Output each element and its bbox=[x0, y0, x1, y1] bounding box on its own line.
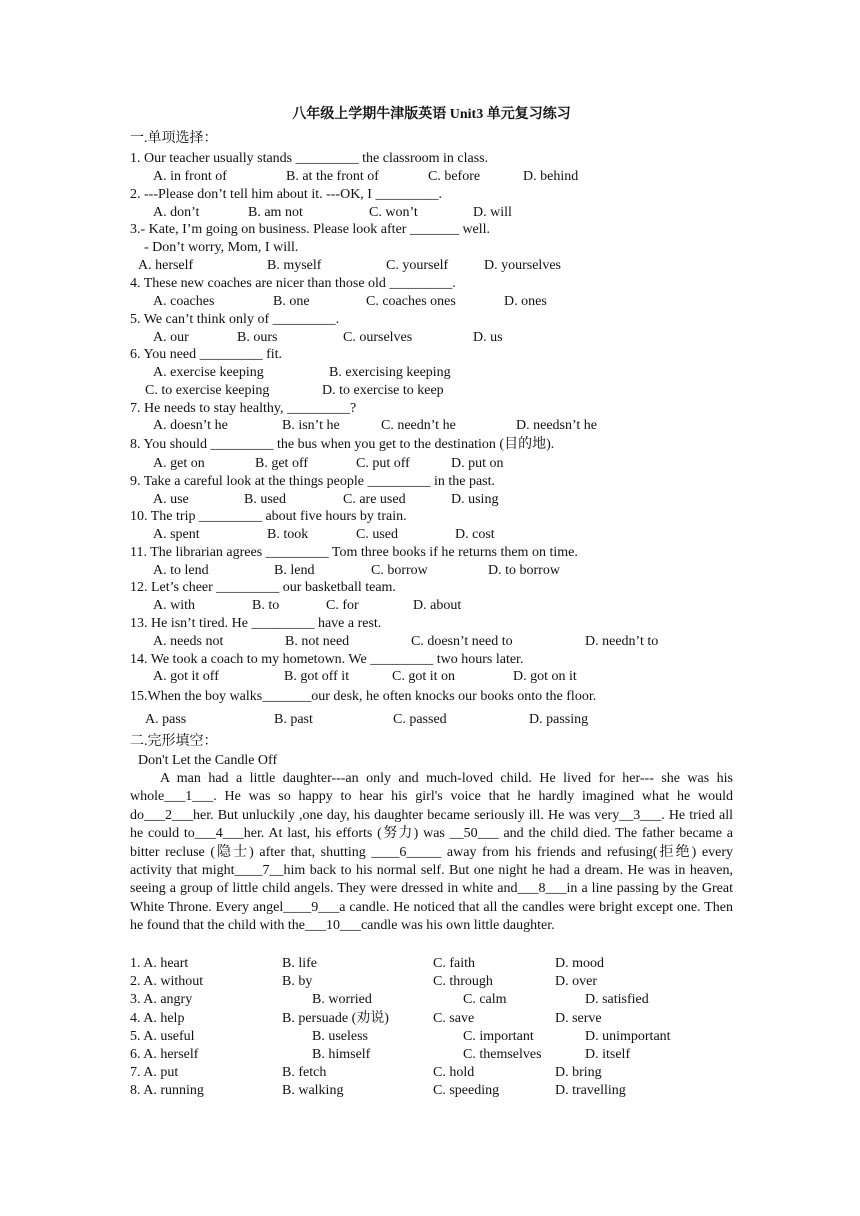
cloze-option-a: 8. A. running bbox=[130, 1083, 204, 1098]
option-a: A. with bbox=[153, 598, 195, 613]
section-heading-cloze: 二.完形填空： bbox=[130, 734, 218, 749]
option-c: C. are used bbox=[343, 492, 406, 507]
cloze-option-a: 3. A. angry bbox=[130, 992, 193, 1007]
option-b: B. to bbox=[252, 598, 280, 613]
cloze-option-a: 1. A. heart bbox=[130, 956, 189, 971]
option-b: B. at the front of bbox=[286, 169, 379, 184]
option-a: A. in front of bbox=[153, 169, 227, 184]
cloze-passage: A man had a little daughter---an only and much-loved child. He lived for her--- she was his whole___1___. He was so happy to hear his girl's voice that he hardly imagined what he would do___2___her. But unluckily ,one day, his daughter became seriously ill. He was very__3___. He tried all he could to___4___her. At last, his efforts (努力) was __50___ and the child died. The father became a bitter recluse (隐士) after that, shutting ____6_____ away from his friends and refusing(拒绝) every activity that might____7__him back to his normal self. But one night he had a dream. He was in heaven, seeing a group of little child angels. They were dressed in white and___8___in a line passing by the Great White Throne. Every angel____9___a candle. He noticed that all the candles were bright except one. Then he found that the child with the___10___candle was his own little daughter. bbox=[130, 771, 733, 934]
option-a: A. pass bbox=[145, 712, 187, 727]
option-c: C. borrow bbox=[371, 563, 428, 578]
cloze-option-d: D. unimportant bbox=[585, 1029, 671, 1044]
cloze-option-b: B. worried bbox=[312, 992, 372, 1007]
cloze-option-b: B. useless bbox=[312, 1029, 368, 1044]
cloze-option-a: 6. A. herself bbox=[130, 1047, 199, 1062]
option-c: C. coaches ones bbox=[366, 294, 456, 309]
section-heading-multiple-choice: 一.单项选择： bbox=[130, 131, 218, 146]
option-d: D. about bbox=[413, 598, 462, 613]
option-a: A. doesn’t he bbox=[153, 418, 228, 433]
question-3: 3.- Kate, I’m going on business. Please look after _______ well. bbox=[130, 222, 491, 237]
option-b: B. one bbox=[273, 294, 310, 309]
cloze-option-b: B. himself bbox=[312, 1047, 371, 1062]
option-c: C. won’t bbox=[369, 205, 418, 220]
option-d: D. needn’t to bbox=[585, 634, 659, 649]
option-b: B. get off bbox=[255, 456, 309, 471]
option-c: C. ourselves bbox=[343, 330, 413, 345]
option-c: C. needn’t he bbox=[381, 418, 456, 433]
option-d: D. will bbox=[473, 205, 512, 220]
option-d: D. to exercise to keep bbox=[322, 383, 444, 398]
option-a: A. coaches bbox=[153, 294, 215, 309]
option-b: B. took bbox=[267, 527, 309, 542]
question-8: 8. You should _________ the bus when you get to the destination (目的地). bbox=[130, 437, 555, 452]
option-d: D. got on it bbox=[513, 669, 577, 684]
option-a: A. got it off bbox=[153, 669, 219, 684]
cloze-option-d: D. over bbox=[555, 974, 597, 989]
option-b: B. not need bbox=[285, 634, 350, 649]
cloze-option-a: 4. A. help bbox=[130, 1011, 185, 1026]
option-a: A. herself bbox=[138, 258, 194, 273]
cloze-option-d: D. serve bbox=[555, 1011, 602, 1026]
cloze-option-d: D. bring bbox=[555, 1065, 602, 1080]
option-a: A. our bbox=[153, 330, 189, 345]
cloze-option-c: C. themselves bbox=[463, 1047, 542, 1062]
question-4: 4. These new coaches are nicer than those old _________. bbox=[130, 276, 456, 291]
question-11: 11. The librarian agrees _________ Tom three books if he returns them on time. bbox=[130, 545, 578, 560]
cloze-option-b: B. by bbox=[282, 974, 313, 989]
option-d: D. us bbox=[473, 330, 503, 345]
cloze-option-d: D. itself bbox=[585, 1047, 631, 1062]
option-c: C. before bbox=[428, 169, 481, 184]
option-b: B. exercising keeping bbox=[329, 365, 451, 380]
option-d: D. put on bbox=[451, 456, 504, 471]
option-c: C. doesn’t need to bbox=[411, 634, 513, 649]
question-12: 12. Let’s cheer _________ our basketball team. bbox=[130, 580, 396, 595]
option-d: D. to borrow bbox=[488, 563, 560, 578]
option-d: D. using bbox=[451, 492, 499, 507]
cloze-option-a: 7. A. put bbox=[130, 1065, 179, 1080]
passage-title: Don't Let the Candle Off bbox=[138, 753, 278, 768]
option-d: D. ones bbox=[504, 294, 547, 309]
question-3-reply: - Don’t worry, Mom, I will. bbox=[144, 240, 299, 255]
option-a: A. needs not bbox=[153, 634, 224, 649]
question-9: 9. Take a careful look at the things people _________ in the past. bbox=[130, 474, 496, 489]
option-d: D. needsn’t he bbox=[516, 418, 597, 433]
option-b: B. used bbox=[244, 492, 286, 507]
option-a: A. don’t bbox=[153, 205, 200, 220]
cloze-option-a: 2. A. without bbox=[130, 974, 204, 989]
option-b: B. am not bbox=[248, 205, 303, 220]
question-10: 10. The trip _________ about five hours by train. bbox=[130, 509, 407, 524]
question-14: 14. We took a coach to my hometown. We _________ two hours later. bbox=[130, 652, 524, 667]
cloze-option-c: C. faith bbox=[433, 956, 475, 971]
option-b: B. myself bbox=[267, 258, 322, 273]
cloze-option-d: D. travelling bbox=[555, 1083, 626, 1098]
question-1: 1. Our teacher usually stands _________ the classroom in class. bbox=[130, 151, 489, 166]
page-title: 八年级上学期牛津版英语 Unit3 单元复习练习 bbox=[292, 107, 571, 122]
cloze-option-d: D. satisfied bbox=[585, 992, 649, 1007]
option-d: D. passing bbox=[529, 712, 589, 727]
question-6: 6. You need _________ fit. bbox=[130, 347, 283, 362]
cloze-option-a: 5. A. useful bbox=[130, 1029, 195, 1044]
cloze-option-b: B. walking bbox=[282, 1083, 344, 1098]
option-c: C. used bbox=[356, 527, 398, 542]
option-a: A. get on bbox=[153, 456, 205, 471]
option-a: A. spent bbox=[153, 527, 200, 542]
cloze-option-b: B. fetch bbox=[282, 1065, 327, 1080]
question-2: 2. ---Please don’t tell him about it. ---OK, I _________. bbox=[130, 187, 442, 202]
cloze-option-c: C. important bbox=[463, 1029, 534, 1044]
option-d: D. cost bbox=[455, 527, 495, 542]
option-a: A. exercise keeping bbox=[153, 365, 264, 380]
question-5: 5. We can’t think only of _________. bbox=[130, 312, 340, 327]
option-b: B. ours bbox=[237, 330, 278, 345]
option-d: D. yourselves bbox=[484, 258, 561, 273]
cloze-option-c: C. hold bbox=[433, 1065, 475, 1080]
question-7: 7. He needs to stay healthy, _________? bbox=[130, 401, 357, 416]
option-c: C. to exercise keeping bbox=[145, 383, 270, 398]
option-c: C. got it on bbox=[392, 669, 456, 684]
option-a: A. use bbox=[153, 492, 189, 507]
option-b: B. got off it bbox=[284, 669, 350, 684]
option-b: B. past bbox=[274, 712, 313, 727]
option-c: C. for bbox=[326, 598, 359, 613]
cloze-option-d: D. mood bbox=[555, 956, 604, 971]
cloze-option-c: C. calm bbox=[463, 992, 507, 1007]
cloze-option-c: C. save bbox=[433, 1011, 475, 1026]
option-c: C. passed bbox=[393, 712, 447, 727]
option-c: C. put off bbox=[356, 456, 410, 471]
cloze-option-c: C. speeding bbox=[433, 1083, 500, 1098]
option-b: B. lend bbox=[274, 563, 315, 578]
cloze-option-c: C. through bbox=[433, 974, 493, 989]
cloze-option-b: B. life bbox=[282, 956, 317, 971]
cloze-option-b: B. persuade (劝说) bbox=[282, 1011, 389, 1026]
question-13: 13. He isn’t tired. He _________ have a rest. bbox=[130, 616, 382, 631]
question-15: 15.When the boy walks_______our desk, he often knocks our books onto the floor. bbox=[130, 689, 597, 704]
option-b: B. isn’t he bbox=[282, 418, 340, 433]
option-d: D. behind bbox=[523, 169, 579, 184]
option-c: C. yourself bbox=[386, 258, 449, 273]
option-a: A. to lend bbox=[153, 563, 209, 578]
